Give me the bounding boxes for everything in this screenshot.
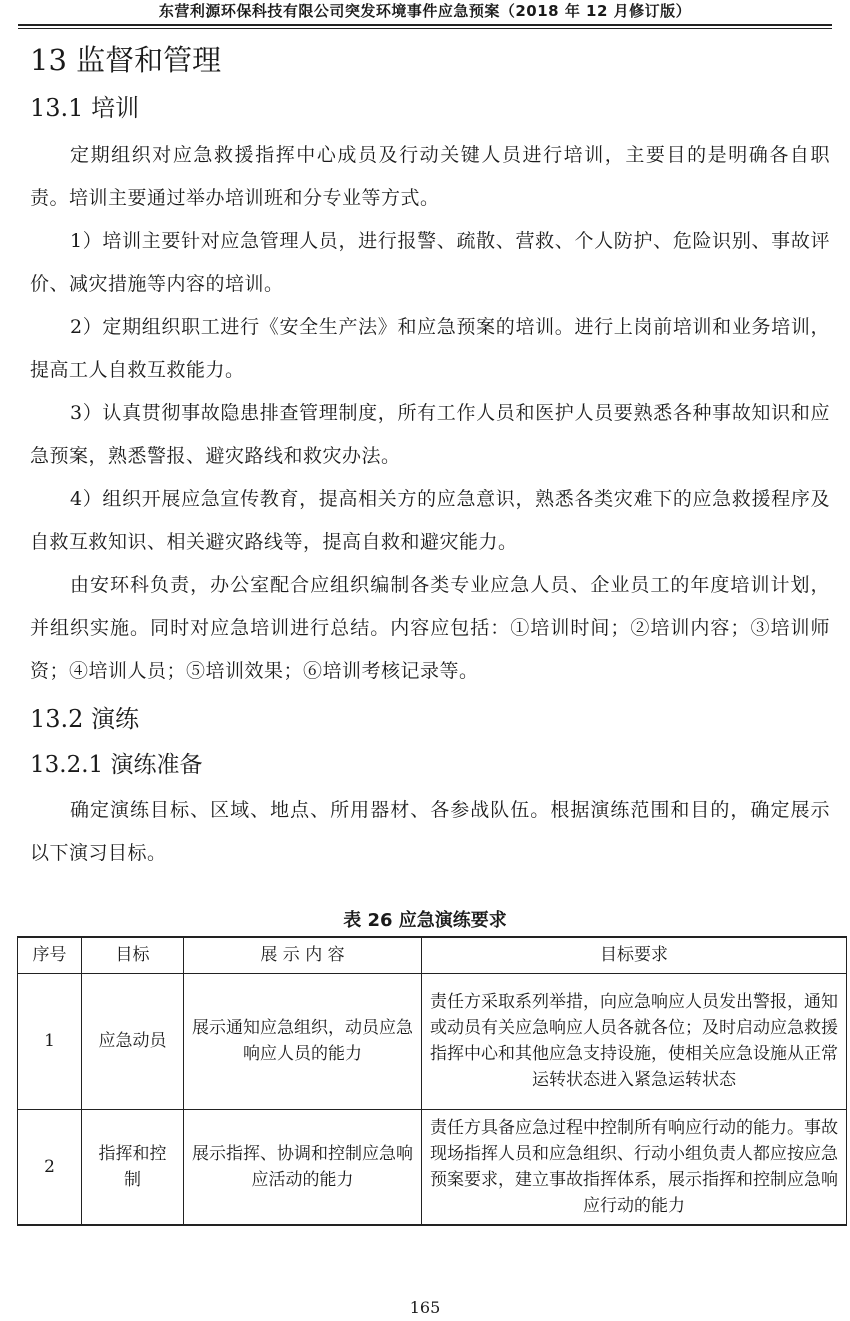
header-requirement: 目标要求: [422, 937, 847, 973]
header-target: 目标: [82, 937, 184, 973]
paragraph: 确定演练目标、区域、地点、所用器材、各参战队伍。根据演练范围和目的，确定展示以下演习目标。: [30, 799, 830, 864]
cell-target: 应急动员: [82, 973, 184, 1109]
cell-content: 展示指挥、协调和控制应急响应活动的能力: [184, 1109, 422, 1225]
paragraph: 4）组织开展应急宣传教育，提高相关方的应急意识，熟悉各类灾难下的应急救援程序及自救互救知识、相关避灾路线等，提高自救和避灾能力。: [30, 488, 830, 553]
header-no: 序号: [18, 937, 82, 973]
paragraph: 1）培训主要针对应急管理人员，进行报警、疏散、营救、个人防护、危险识别、事故评价、减灾措施等内容的培训。: [30, 230, 830, 295]
section-title-training: 13.1 培训: [30, 94, 140, 122]
header-rule-thick: [18, 24, 832, 26]
paragraph: 3）认真贯彻事故隐患排查管理制度，所有工作人员和医护人员要熟悉各种事故知识和应急预案，熟悉警报、避灾路线和救灾办法。: [30, 402, 830, 467]
subsection-title-drill-prep: 13.2.1 演练准备: [30, 752, 203, 778]
page-header: 东营利源环保科技有限公司突发环境事件应急预案（2018 年 12 月修订版）: [158, 2, 692, 20]
header-content: 展 示 内 容: [184, 937, 422, 973]
section-title-drill: 13.2 演练: [30, 705, 140, 733]
table-row: [18, 1109, 847, 1225]
table-caption: 表 26 应急演练要求: [343, 910, 507, 931]
cell-requirement: 责任方采取系列举措，向应急响应人员发出警报，通知或动员有关应急响应人员各就各位；及时启动应急救援指挥中心和其他应急支持设施，使相关应急设施从正常运转状态进入紧急运转状态: [422, 973, 847, 1109]
cell-no: 2: [18, 1109, 82, 1225]
document-body: [30, 34, 830, 875]
paragraph: 2）定期组织职工进行《安全生产法》和应急预案的培训。进行上岗前培训和业务培训，提高工人自救互救能力。: [30, 316, 830, 381]
paragraph: 定期组织对应急救援指挥中心成员及行动关键人员进行培训，主要目的是明确各自职责。培训主要通过举办培训班和分专业等方式。: [30, 144, 830, 209]
cell-requirement: 责任方具备应急过程中控制所有响应行动的能力。事故现场指挥人员和应急组织、行动小组负责人都应按应急预案要求，建立事故指挥体系，展示指挥和控制应急响应行动的能力: [422, 1109, 847, 1225]
cell-no: 1: [18, 973, 82, 1109]
table-header-row: [18, 937, 847, 973]
paragraph: 由安环科负责，办公室配合应组织编制各类专业应急人员、企业员工的年度培训计划，并组织实施。同时对应急培训进行总结。内容应包括：①培训时间；②培训内容；③培训师资；④培训人员；⑤培训效果；⑥培训考核记录等。: [30, 574, 830, 682]
drill-requirements-table: [17, 936, 847, 1226]
header-rule-thin: [18, 28, 832, 29]
chapter-title: 13 监督和管理: [30, 43, 222, 77]
table-row: [18, 973, 847, 1109]
cell-target: 指挥和控制: [82, 1109, 184, 1225]
page-number: 165: [409, 1298, 441, 1317]
cell-content: 展示通知应急组织，动员应急响应人员的能力: [184, 973, 422, 1109]
